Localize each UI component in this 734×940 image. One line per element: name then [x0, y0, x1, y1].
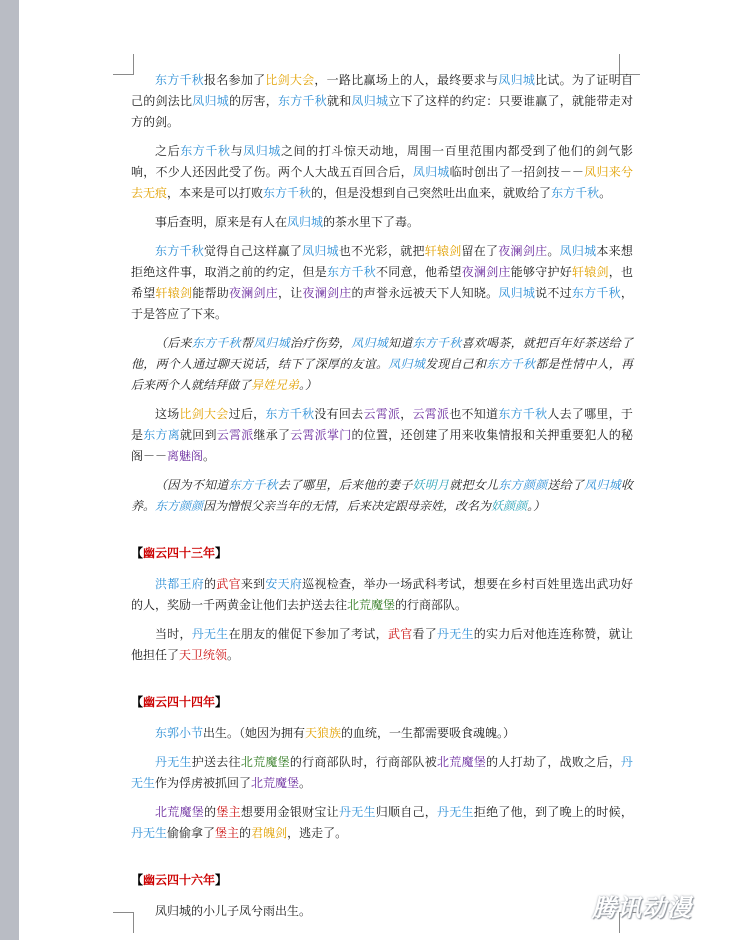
highlighted-term: 东方千秋	[263, 186, 312, 200]
text-run: 帮	[240, 336, 254, 350]
highlighted-term: 比剑大会	[265, 73, 315, 87]
highlighted-term: 东郭小节	[155, 726, 204, 740]
text-run: 。	[227, 648, 240, 662]
highlighted-term: 云霄派	[412, 407, 450, 421]
paragraph	[131, 212, 633, 233]
highlighted-term: 丹无生	[191, 627, 229, 641]
text-run: 的	[204, 805, 217, 819]
text-run: ，逃走了。	[287, 826, 348, 840]
highlighted-term: 武官	[387, 627, 413, 641]
paragraph	[131, 241, 633, 325]
text-run: ，一路比赢场上的人，最终要求与	[314, 73, 499, 87]
text-run: 的	[239, 826, 252, 840]
highlighted-term: 夜澜剑庄	[461, 265, 511, 279]
highlighted-term: 东方千秋	[551, 186, 600, 200]
text-run: 的行商部队。	[395, 598, 468, 612]
highlighted-term: 妖明月	[412, 478, 450, 492]
text-run: 知道	[387, 336, 413, 350]
highlighted-term: 丹无生	[131, 826, 168, 840]
highlighted-term: 东方千秋	[326, 265, 376, 279]
document-body[interactable]	[131, 70, 633, 930]
year-heading	[131, 692, 633, 713]
text-run: 的	[204, 577, 217, 591]
highlighted-term: 凤归城	[351, 94, 389, 108]
text-run: 发现自己和	[424, 357, 487, 371]
highlighted-term: 东方千秋	[155, 244, 205, 258]
text-run: 觉得自己这样赢了	[204, 244, 303, 258]
paragraph	[131, 802, 633, 844]
highlighted-term: 东方千秋	[180, 144, 231, 158]
text-run: 报名参加了	[204, 73, 266, 87]
highlighted-term: 北荒魔堡	[155, 805, 205, 819]
heading-bracket-open: 【	[131, 695, 144, 709]
highlighted-term: 堡主	[215, 826, 240, 840]
paragraph	[131, 624, 633, 666]
highlighted-term: 丹无生	[437, 805, 474, 819]
heading-text: 幽云四十六年	[143, 873, 216, 887]
text-run: 立下了这样的约定：只要谁赢了，就能带走对方的剑。	[131, 94, 633, 129]
text-run: 巡视检查，举办一场武科考试，想要在乡村百姓里选出武功好的人，奖励一千两黄金让他们去护送去往	[131, 577, 633, 612]
text-run: 。	[299, 776, 312, 790]
text-run: 事后查明，原来是有人在	[155, 215, 288, 229]
note-paragraph	[131, 475, 633, 517]
highlighted-term: 凤归城	[498, 73, 536, 87]
highlighted-term: 云霄派掌门	[290, 428, 352, 442]
paragraph	[131, 752, 633, 794]
heading-bracket-open: 【	[131, 873, 144, 887]
highlighted-term: 天卫统领	[179, 648, 228, 662]
text-run: 继承了	[253, 428, 291, 442]
highlighted-term: 比剑大会	[179, 407, 229, 421]
text-run: 治疗伤势，	[289, 336, 352, 350]
text-run: 能够守护好	[510, 265, 572, 279]
text-run: 。）	[527, 499, 546, 513]
text-run: 本来想拒绝这件事，取消之前的约定，但是	[131, 244, 633, 279]
heading-bracket-close: 】	[215, 546, 228, 560]
text-run: 归顺自己，	[375, 805, 438, 819]
highlighted-term: 夜澜剑庄	[498, 244, 548, 258]
highlighted-term: 北荒魔堡	[347, 598, 396, 612]
text-run: 就把女儿	[449, 478, 499, 492]
highlighted-term: 北荒魔堡	[251, 776, 300, 790]
text-run: 送给了	[547, 478, 585, 492]
highlighted-term: 凤归城	[287, 215, 324, 229]
text-run: ，让	[277, 286, 303, 300]
highlighted-term: 轩辕剑	[424, 244, 462, 258]
text-run: 也不光彩，就把	[338, 244, 425, 258]
highlighted-term: 丹无生	[338, 805, 376, 819]
text-run: 的茶水里下了毒。	[323, 215, 420, 229]
text-run: 喜欢喝茶，就把百年好茶送给了他，两个人通过聊天说话，结下了深厚的友谊。	[131, 336, 633, 371]
highlighted-term: 离魅阁	[167, 449, 204, 463]
paragraph	[131, 574, 633, 616]
text-run: 的，但是没想到自己突然吐出血来，就败给了	[311, 186, 552, 200]
text-run: 人去了哪里，于是	[131, 407, 633, 442]
watermark-logo: 腾讯动漫	[592, 894, 692, 922]
highlighted-term: 异姓兄弟	[251, 378, 300, 392]
text-run: 这场	[155, 407, 180, 421]
text-run: 护送去往	[191, 755, 241, 769]
highlighted-term: 东方千秋	[571, 286, 621, 300]
highlighted-term: 凤归城	[412, 165, 450, 179]
highlighted-term: 凤归城	[192, 94, 229, 108]
text-run: 的实力后对他连连称赞，就让他担任了	[131, 627, 633, 662]
highlighted-term: 君魄剑	[251, 826, 288, 840]
highlighted-term: 东方千秋	[486, 357, 536, 371]
text-run: （后来	[155, 336, 192, 350]
highlighted-term: 北荒魔堡	[437, 755, 487, 769]
highlighted-term: 安天府	[265, 577, 303, 591]
text-run: ，本来是可以打败	[167, 186, 264, 200]
text-run: 想要用金银财宝让	[240, 805, 339, 819]
text-run: 说不过	[535, 286, 572, 300]
paragraph	[131, 723, 633, 744]
highlighted-term: 丹无生	[437, 627, 474, 641]
text-run: ，于是答应了下来。	[131, 286, 633, 321]
highlighted-term: 堡主	[216, 805, 241, 819]
text-run: 。	[547, 244, 560, 258]
highlighted-term: 凤归城	[498, 286, 536, 300]
text-run: 与	[230, 144, 244, 158]
text-run: 都是性情中人，再后来两个人就结拜做了	[131, 357, 633, 392]
highlighted-term: 洪都王府	[155, 577, 205, 591]
highlighted-term: 凤归城	[302, 244, 339, 258]
highlighted-term: 东方千秋	[155, 73, 205, 87]
text-run: 作为俘虏被抓回了	[155, 776, 252, 790]
highlighted-term: 凤归城	[253, 336, 290, 350]
document-page	[19, 0, 734, 940]
window-left-gutter	[0, 0, 19, 940]
highlighted-term: 凤归城	[559, 244, 597, 258]
highlighted-term: 凤归来兮去无痕	[131, 165, 633, 200]
heading-text: 幽云四十四年	[143, 695, 216, 709]
text-run: 之间的打斗惊天动地，周围一百里范围内都受到了他们的剑气影响，不少人还因此受了伤。两个人大战五百回合后，	[131, 144, 633, 179]
highlighted-term: 武官	[216, 577, 241, 591]
highlighted-term: 东方千秋	[228, 478, 278, 492]
text-run: 凤归城的小儿子凤兮雨出生。	[155, 904, 312, 918]
highlighted-term: 东方千秋	[498, 407, 548, 421]
text-run: ，	[400, 407, 413, 421]
heading-text: 幽云四十三年	[143, 546, 216, 560]
text-run: 收养。	[131, 478, 633, 513]
highlighted-term: 天狼族	[305, 726, 342, 740]
heading-bracket-close: 】	[215, 695, 228, 709]
highlighted-term: 凤归城	[584, 478, 621, 492]
paragraph	[131, 404, 633, 467]
highlighted-term: 轩辕剑	[155, 286, 193, 300]
text-run: 之后	[155, 144, 181, 158]
text-run: 。	[203, 449, 216, 463]
paragraph	[131, 901, 633, 922]
text-run: 临时创出了一招剑技－－	[449, 165, 584, 179]
highlighted-term: 云霄派	[216, 428, 254, 442]
highlighted-term: 夜澜剑庄	[302, 286, 352, 300]
highlighted-term: 丹无生	[155, 755, 192, 769]
highlighted-term: 东方千秋	[412, 336, 462, 350]
highlighted-term: 云霄派	[363, 407, 401, 421]
text-run: 。	[599, 186, 612, 200]
text-run: 当时，	[155, 627, 192, 641]
text-run: 也不知道	[449, 407, 499, 421]
text-run: 的位置，还创建了用来收集情报和关押重要犯人的秘阁－－	[131, 428, 633, 463]
highlighted-term: 轩辕剑	[571, 265, 609, 279]
highlighted-term: 凤归城	[351, 336, 388, 350]
text-run: 的人打劫了，战败之后，	[486, 755, 621, 769]
highlighted-term: 妖颜颜	[491, 499, 528, 513]
text-run: ，也希望	[131, 265, 633, 300]
text-run: 比试。为了证明自己的剑法比	[131, 73, 633, 108]
text-run: 的声誉永远被天下人知晓。	[351, 286, 499, 300]
highlighted-term: 东方千秋	[265, 407, 315, 421]
text-run: 出生。（她因为拥有	[203, 726, 306, 740]
note-paragraph	[131, 333, 633, 396]
heading-bracket-close: 】	[215, 873, 228, 887]
text-run: 的血统，一生都需要吸食魂魄。）	[341, 726, 516, 740]
text-run: 留在了	[461, 244, 499, 258]
text-run: 去了哪里，后来他的妻子	[277, 478, 413, 492]
paragraph	[131, 70, 633, 133]
text-run: 因为憎恨父亲当年的无情，后来决定跟母亲姓，改名为	[203, 499, 492, 513]
text-run: 。）	[299, 378, 318, 392]
text-run: 的厉害，	[229, 94, 278, 108]
text-run: 不同意，他希望	[375, 265, 462, 279]
highlighted-term: 东方颜颜	[155, 499, 204, 513]
text-run: 拒绝了他，到了晚上的时候，	[473, 805, 633, 819]
text-run: 就和	[327, 94, 352, 108]
highlighted-term: 东方离	[143, 428, 180, 442]
text-run: 没有回去	[314, 407, 364, 421]
text-run: 过后，	[228, 407, 266, 421]
text-run: 能帮助	[192, 286, 229, 300]
highlighted-term: 北荒魔堡	[240, 755, 290, 769]
highlighted-term: 夜澜剑庄	[229, 286, 278, 300]
text-run: 来到	[240, 577, 266, 591]
heading-bracket-open: 【	[131, 546, 144, 560]
highlighted-term: 丹无生	[131, 755, 633, 790]
year-heading	[131, 870, 633, 891]
highlighted-term: 东方千秋	[278, 94, 327, 108]
highlighted-term: 东方千秋	[191, 336, 241, 350]
text-run: 在朋友的催促下参加了考试，	[228, 627, 388, 641]
paragraph	[131, 141, 633, 204]
highlighted-term: 凤归城	[243, 144, 281, 158]
year-heading	[131, 543, 633, 564]
text-run: 看了	[412, 627, 438, 641]
highlighted-term: 凤归城	[388, 357, 425, 371]
text-run: （因为不知道	[155, 478, 229, 492]
text-run: 偷偷拿了	[167, 826, 216, 840]
text-run: 的行商部队时，行商部队被	[289, 755, 437, 769]
text-run: 就回到	[180, 428, 217, 442]
highlighted-term: 东方颜颜	[498, 478, 548, 492]
